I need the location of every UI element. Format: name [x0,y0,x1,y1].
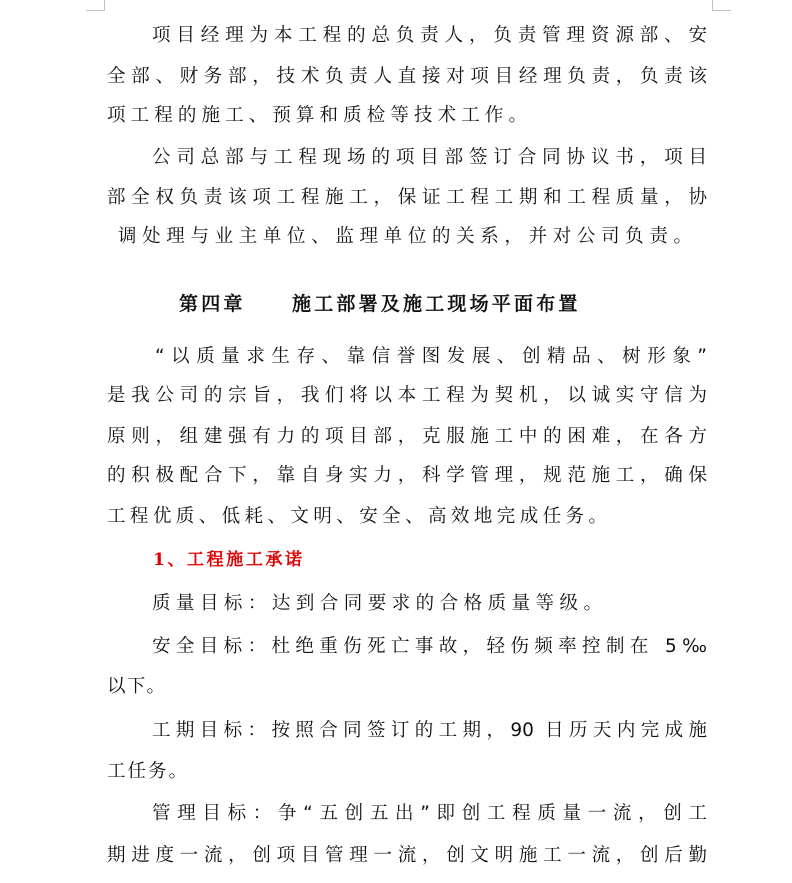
crop-mark-left [86,0,105,11]
paragraph-1-line-1: 项目经理为本工程的总负责人，负责管理资源部、安 [152,25,707,46]
paragraph-2-line-3: 调处理与业主单位、监理单位的关系，并对公司负责。 [118,226,692,247]
schedule-goal-line-1: 工期目标：按照合同签订的工期，90 日历天内完成施 [152,720,707,741]
quality-goal-line: 质量目标：达到合同要求的合格质量等级。 [152,593,602,614]
paragraph-3-line-5: 工程优质、低耗、文明、安全、高效地完成任务。 [107,506,607,527]
paragraph-2-line-1: 公司总部与工程现场的项目部签订合同协议书，项目 [152,147,707,168]
safety-goal-line-2: 以下。 [107,676,165,697]
schedule-goal-line-2: 工任务。 [107,761,187,782]
chapter-title: 施工部署及施工现场平面布置 [292,293,581,315]
paragraph-3-line-1: “以质量求生存、靠信誉图发展、创精品、树形象” [155,346,707,367]
paragraph-1-line-3: 项工程的施工、预算和质检等技术工作。 [107,105,527,126]
paragraph-1-line-2: 全部、财务部，技术负责人直接对项目经理负责，负责该 [107,66,707,87]
chapter-number: 第四章 [179,293,246,315]
paragraph-3-line-4: 的积极配合下，靠自身实力，科学管理，规范施工，确保 [107,465,707,486]
paragraph-3-line-2: 是我公司的宗旨，我们将以本工程为契机，以诚实守信为 [107,385,707,406]
paragraph-2-line-2: 部全权负责该项工程施工，保证工程工期和工程质量，协 [107,187,707,208]
paragraph-3-line-3: 原则，组建强有力的项目部，克服施工中的困难，在各方 [107,426,707,447]
management-goal-line-2: 期进度一流，创项目管理一流，创文明施工一流，创后勤 [107,845,707,866]
section-1-heading: 1、工程施工承诺 [153,550,305,570]
safety-goal-line-1: 安全目标：杜绝重伤死亡事故，轻伤频率控制在 5‰ [152,636,707,657]
crop-mark-right [712,0,731,11]
management-goal-line-1: 管理目标：争“五创五出”即创工程质量一流，创工 [152,803,707,824]
